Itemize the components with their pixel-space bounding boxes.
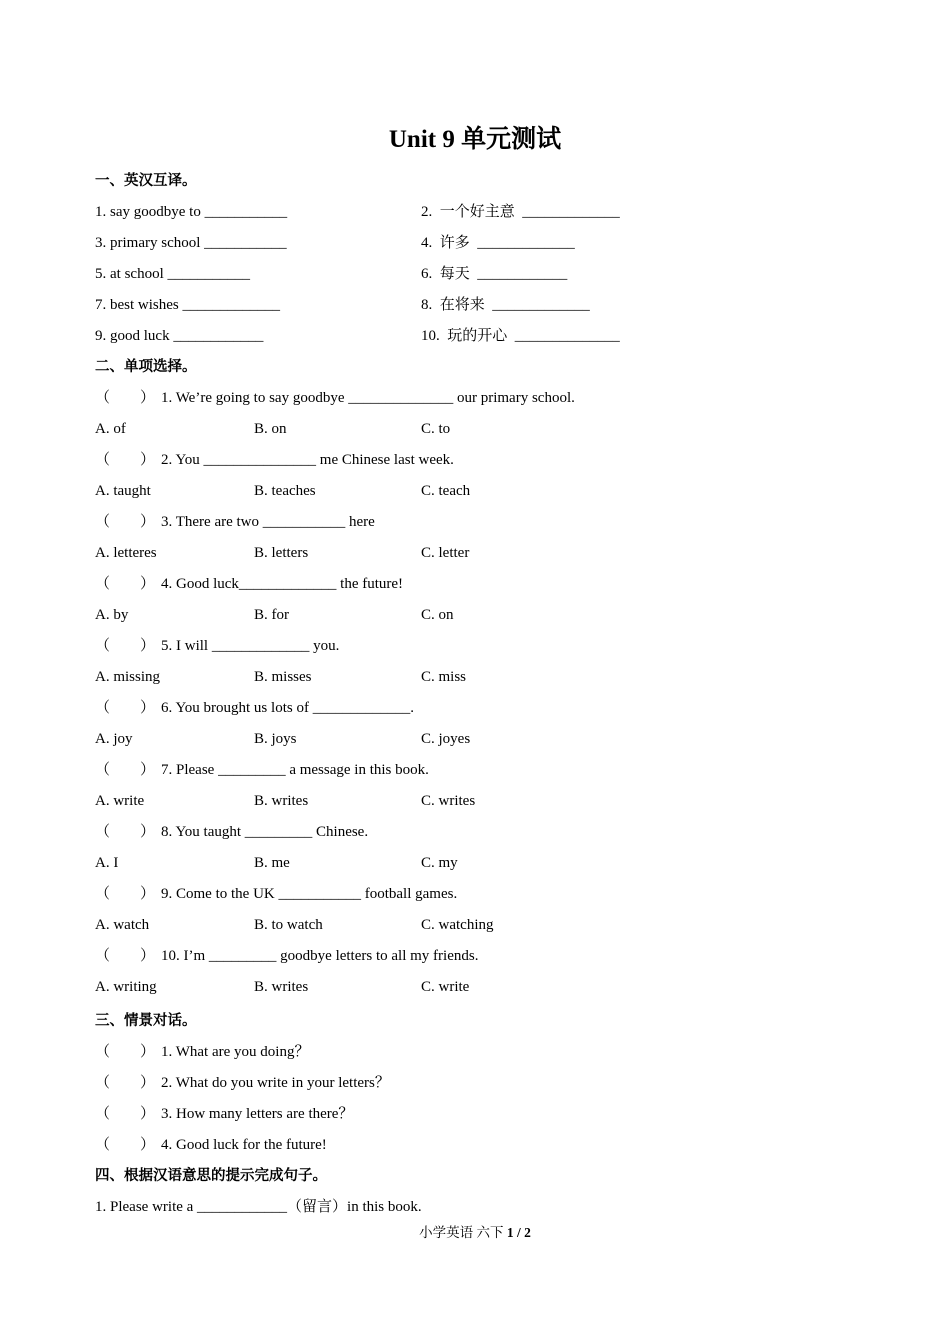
- answer-paren: （ ）: [95, 514, 156, 530]
- dialogue-text: 4. Good luck for the future!: [161, 1137, 327, 1153]
- dialogue-text: 2. What do you write in your letters？: [161, 1075, 390, 1091]
- translation-row: [95, 231, 575, 255]
- dialogue-item: [95, 1133, 327, 1157]
- answer-paren: （ ）: [95, 1106, 156, 1122]
- completion-item: 1. Please write a ____________（留言）in this book.: [95, 1199, 422, 1215]
- translation-item: 10. 玩的开心 ______________: [421, 328, 620, 344]
- answer-paren: （ ）: [95, 1075, 156, 1091]
- answer-paren: （ ）: [95, 762, 156, 778]
- translation-item: 2. 一个好主意 _____________: [421, 204, 620, 220]
- option-b: B. joys: [254, 731, 297, 747]
- footer-text: 小学英语 六下: [419, 1225, 507, 1240]
- mc-options: [95, 975, 470, 999]
- option-a: A. writing: [95, 979, 157, 995]
- mc-question: [95, 448, 454, 472]
- mc-options: [95, 665, 467, 689]
- translation-row: [95, 324, 620, 348]
- option-c: C. joyes: [421, 731, 471, 747]
- question-text: 9. Come to the UK ___________ football games.: [161, 886, 458, 902]
- answer-paren: （ ）: [95, 886, 156, 902]
- translation-item: 5. at school ___________: [95, 266, 250, 282]
- option-c: C. teach: [421, 483, 471, 499]
- translation-item: 6. 每天 ____________: [421, 266, 568, 282]
- mc-question: [95, 758, 429, 782]
- mc-options: [95, 417, 451, 441]
- mc-question: [95, 944, 478, 968]
- translation-item: 7. best wishes _____________: [95, 297, 280, 313]
- question-text: 10. I’m _________ goodbye letters to all my friends.: [161, 948, 479, 964]
- section-1-heading: 一、英汉互译。: [95, 173, 197, 189]
- option-c: C. writes: [421, 793, 476, 809]
- answer-paren: （ ）: [95, 948, 156, 964]
- option-b: B. teaches: [254, 483, 316, 499]
- answer-paren: （ ）: [95, 700, 156, 716]
- answer-paren: （ ）: [95, 1044, 156, 1060]
- option-a: A. by: [95, 607, 129, 623]
- translation-item: 9. good luck ____________: [95, 328, 264, 344]
- answer-paren: （ ）: [95, 1137, 156, 1153]
- question-text: 3. There are two ___________ here: [161, 514, 375, 530]
- option-b: B. on: [254, 421, 287, 437]
- question-text: 8. You taught _________ Chinese.: [161, 824, 369, 840]
- mc-options: [95, 541, 470, 565]
- mc-options: [95, 851, 458, 875]
- translation-item: 3. primary school ___________: [95, 235, 287, 251]
- answer-paren: （ ）: [95, 638, 156, 654]
- translation-row: [95, 262, 568, 286]
- option-c: C. miss: [421, 669, 467, 685]
- option-a: A. joy: [95, 731, 133, 747]
- mc-options: [95, 727, 471, 751]
- option-c: C. letter: [421, 545, 470, 561]
- dialogue-item: [95, 1040, 309, 1064]
- option-a: A. letteres: [95, 545, 157, 561]
- translation-row: [95, 200, 620, 224]
- option-b: B. writes: [254, 793, 309, 809]
- section-3-heading: 三、情景对话。: [95, 1013, 197, 1029]
- option-b: B. writes: [254, 979, 309, 995]
- option-b: B. letters: [254, 545, 309, 561]
- question-text: 6. You brought us lots of _____________.: [161, 700, 414, 716]
- option-a: A. write: [95, 793, 145, 809]
- option-c: C. my: [421, 855, 458, 871]
- page-footer: [0, 1222, 950, 1244]
- section-2-heading: 二、单项选择。: [95, 359, 197, 375]
- option-c: C. on: [421, 607, 454, 623]
- answer-paren: （ ）: [95, 824, 156, 840]
- mc-options: [95, 479, 471, 503]
- question-text: 4. Good luck_____________ the future!: [161, 576, 404, 592]
- option-b: B. for: [254, 607, 289, 623]
- dialogue-text: 1. What are you doing？: [161, 1044, 310, 1060]
- mc-question: [95, 696, 414, 720]
- page-number: 1 / 2: [506, 1225, 531, 1240]
- option-b: B. to watch: [254, 917, 323, 933]
- option-b: B. me: [254, 855, 290, 871]
- question-text: 7. Please _________ a message in this book.: [161, 762, 429, 778]
- option-b: B. misses: [254, 669, 312, 685]
- mc-question: [95, 882, 457, 906]
- question-text: 1. We’re going to say goodbye ______________ our primary school.: [161, 390, 575, 406]
- question-text: 5. I will _____________ you.: [161, 638, 340, 654]
- translation-item: 8. 在将来 _____________: [421, 297, 590, 313]
- question-text: 2. You _______________ me Chinese last week.: [161, 452, 454, 468]
- option-c: C. write: [421, 979, 470, 995]
- option-a: A. of: [95, 421, 126, 437]
- option-a: A. watch: [95, 917, 150, 933]
- dialogue-item: [95, 1102, 353, 1126]
- option-a: A. missing: [95, 669, 161, 685]
- mc-question: [95, 386, 575, 410]
- mc-options: [95, 789, 476, 813]
- mc-options: [95, 603, 454, 627]
- translation-row: [95, 293, 590, 317]
- option-a: A. I: [95, 855, 119, 871]
- answer-paren: （ ）: [95, 390, 156, 406]
- mc-options: [95, 913, 494, 937]
- mc-question: [95, 820, 368, 844]
- dialogue-text: 3. How many letters are there？: [161, 1106, 354, 1122]
- mc-question: [95, 572, 403, 596]
- translation-item: 1. say goodbye to ___________: [95, 204, 288, 220]
- section-4-heading: 四、根据汉语意思的提示完成句子。: [95, 1168, 327, 1184]
- option-c: C. watching: [421, 917, 494, 933]
- mc-question: [95, 634, 339, 658]
- translation-item: 4. 许多 _____________: [421, 235, 575, 251]
- option-a: A. taught: [95, 483, 151, 499]
- answer-paren: （ ）: [95, 452, 156, 468]
- page-title: Unit 9 单元测试: [388, 126, 562, 153]
- mc-question: [95, 510, 375, 534]
- dialogue-item: [95, 1071, 390, 1095]
- answer-paren: （ ）: [95, 576, 156, 592]
- option-c: C. to: [421, 421, 451, 437]
